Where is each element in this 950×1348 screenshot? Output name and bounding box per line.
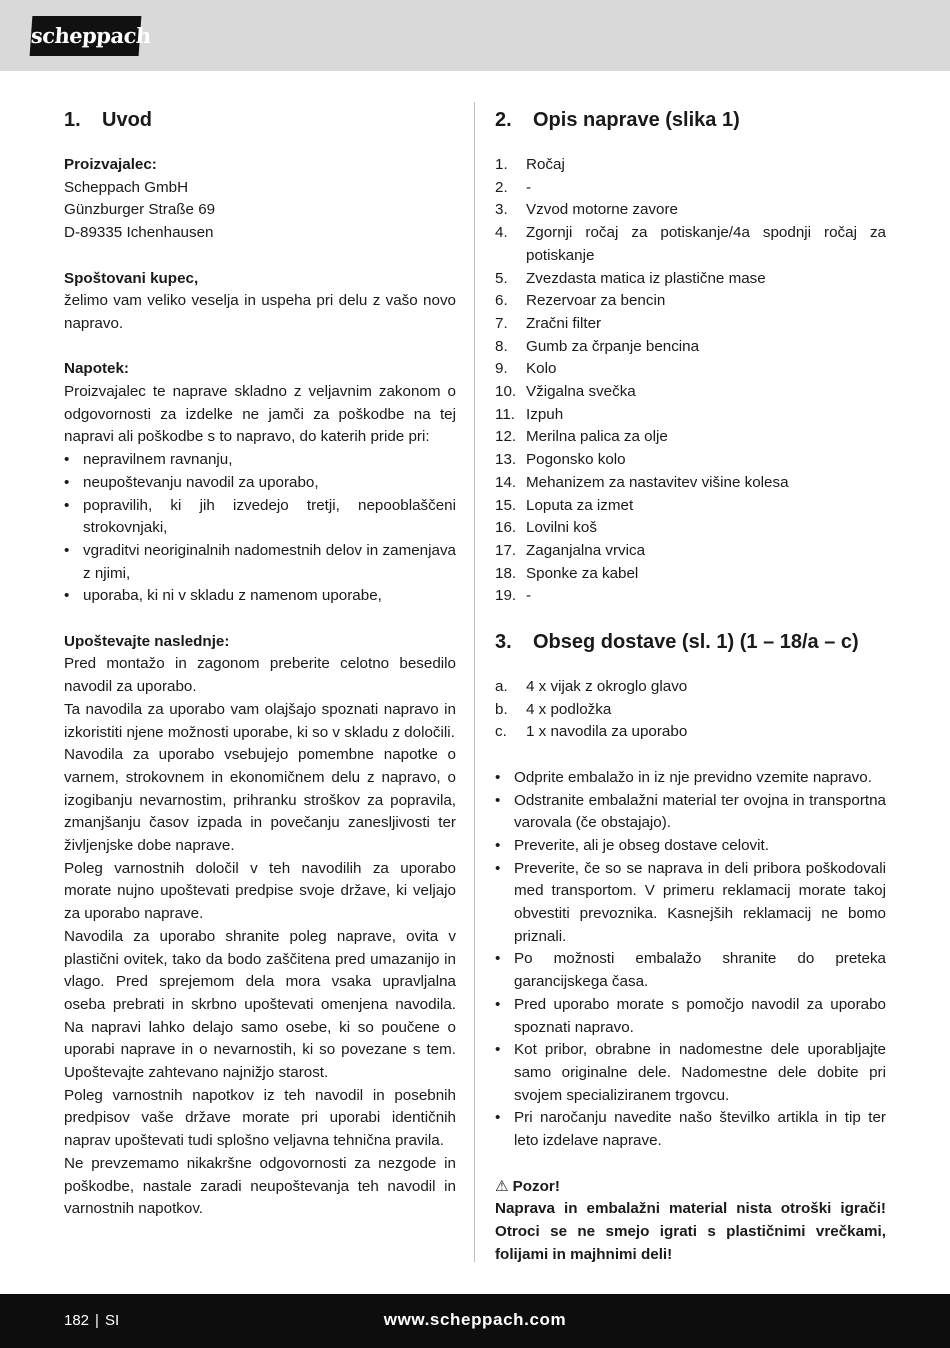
observe-paragraph: Ta navodila za uporabo vam olajšajo spoznati napravo in izkoristiti njene možnosti uporabe, ki so v skladu z določili.	[64, 700, 456, 741]
section-3-heading: 3. Obseg dostave (sl. 1) (1 – 18/a – c)	[495, 631, 859, 654]
manufacturer-line: Günzburger Straße 69	[64, 201, 216, 219]
observe-paragraph: Poleg varnostnih napotkov iz teh navodil in posebnih predpisov vaše države morate pri uporabi identičnih naprav upoštevati tudi splošno veljavna tehnična pravila.	[64, 1086, 456, 1150]
note-bullet-list	[64, 449, 456, 608]
list-item: • uporaba, ki ni v skladu z namenom uporabe,	[64, 585, 456, 608]
customer-text: želimo vam veliko veselja in uspeha pri delu z vašo novo napravo.	[64, 292, 456, 332]
unpacking-bullet-list	[495, 767, 886, 1153]
observe-label: Upoštevajte naslednje:	[64, 632, 230, 650]
list-item: 9. Kolo	[495, 360, 557, 378]
list-item: • Odprite embalažo in iz nje previdno vzemite napravo.	[495, 767, 886, 790]
note-text: Proizvajalec te naprave skladno z veljavnim zakonom o odgovornosti za izdelke ne jamči za poškodbe na tej napravi ali poškodbe s to napravo, do katerih pride pri:	[64, 383, 456, 446]
observe-paragraph: Ne prevzemamo nikakršne odgovornosti za nezgode in poškodbe, nastale zaradi neupoštevanja teh navodil in varnostnih napotkov.	[64, 1154, 456, 1218]
list-item: 3. Vzvod motorne zavore	[495, 201, 678, 219]
list-item: 2. -	[495, 178, 532, 196]
observe-paragraph: Navodila za uporabo shranite poleg naprave, ovita v plastični ovitek, tako da bodo zaščitena pred umazanijo in vlago. Pred sprejemom dela mora vsaka upravljalna oseba prebrati in skrbno upoštevati omenjena navodila. Na napravi lahko delajo samo osebe, ki so poučene o uporabi naprave in o nevarnostih, ki so povezane s tem. Upoštevajte zahtevano najnižjo starost.	[64, 927, 456, 1082]
list-item: 14. Mehanizem za nastavitev višine kolesa	[495, 473, 789, 491]
parts-list	[495, 154, 886, 608]
list-item: • Pri naročanju navedite našo številko artikla in tip ter leto izdelave naprave.	[495, 1107, 886, 1152]
footer	[0, 1294, 950, 1348]
list-item: 15. Loputa za izmet	[495, 496, 634, 514]
left-column	[64, 106, 456, 1221]
note-label: Napotek:	[64, 360, 129, 378]
list-item: 17. Zaganjalna vrvica	[495, 541, 646, 559]
list-item: 19. -	[495, 587, 532, 605]
list-item: 8. Gumb za črpanje bencina	[495, 337, 700, 355]
list-item: • Preverite, ali je obseg dostave celovit.	[495, 835, 886, 858]
manufacturer-line: D-89335 Ichenhausen	[64, 224, 214, 242]
list-item: 16. Lovilni koš	[495, 519, 597, 537]
list-item: b. 4 x podložka	[495, 700, 612, 718]
list-item: 6. Rezervoar za bencin	[495, 292, 666, 310]
website-link[interactable]: www.scheppach.com	[383, 1310, 567, 1329]
list-item: • Po možnosti embalažo shranite do preteka garancijskega časa.	[495, 948, 886, 993]
list-item: 5. Zvezdasta matica iz plastične mase	[495, 269, 766, 287]
list-item: • vgraditvi neoriginalnih nadomestnih delov in zamenjava z njimi,	[64, 540, 456, 585]
customer-label: Spoštovani kupec,	[64, 269, 199, 287]
list-item: 1. Ročaj	[495, 156, 565, 173]
list-item: 18. Sponke za kabel	[495, 564, 639, 582]
warning-icon: ⚠	[495, 1177, 509, 1195]
warning-heading: ⚠ Pozor!	[495, 1176, 886, 1199]
list-item: a. 4 x vijak z okroglo glavo	[495, 678, 688, 696]
column-divider	[474, 102, 475, 1262]
list-item: • Kot pribor, obrabne in nadomestne dele uporabljajte samo originalne dele. Nadomestne dele dobite pri svojem specializiranem trgovcu.	[495, 1039, 886, 1107]
header-band	[0, 0, 950, 71]
list-item: 7. Zračni filter	[495, 314, 602, 332]
list-item: 12. Merilna palica za olje	[495, 428, 668, 446]
list-item: • Preverite, če so se naprava in deli pribora poškodovali med transportom. V primeru reklamacij morate takoj obvestiti prevoznika. Kasnejših reklamacij ne bomo priznali.	[495, 858, 886, 949]
list-item: 10. Vžigalna svečka	[495, 383, 636, 401]
scheppach-logo: scheppach	[30, 16, 142, 56]
page-number: 182 | SI	[64, 1312, 120, 1329]
observe-paragraph: Navodila za uporabo vsebujejo pomembne napotke o varnem, strokovnem in ekonomičnem delu z napravo, o izogibanju nevarnostim, prihranku stroškov za popravila, zmanjšanju časov izpada in povečanju zanesljivosti ter življenjske dobe naprave.	[64, 746, 456, 855]
section-2-heading: 2. Opis naprave (slika 1)	[495, 109, 740, 131]
list-item: • Odstranite embalažni material ter ovojna in transportna varovala (če obstajajo).	[495, 790, 886, 835]
list-item: • neupoštevanju navodil za uporabo,	[64, 472, 456, 495]
list-item: • nepravilnem ravnanju,	[64, 449, 456, 472]
list-item: 11. Izpuh	[495, 405, 564, 423]
manufacturer-label: Proizvajalec:	[64, 156, 157, 173]
manufacturer-line: Scheppach GmbH	[64, 178, 189, 196]
section-1-heading: 1. Uvod	[64, 109, 152, 131]
observe-paragraph: Poleg varnostnih določil v teh navodilih za uporabo morate nujno upoštevati predpise svoje države, ki veljajo za uporabo naprave.	[64, 859, 456, 923]
warning-text: Naprava in embalažni material nista otroški igrači! Otroci se ne smejo igrati s plastičnimi vrečkami, folijami in majhnimi deli!	[495, 1200, 886, 1263]
delivery-list	[495, 676, 886, 744]
list-item: • Pred uporabo morate s pomočjo navodil za uporabo spoznati napravo.	[495, 994, 886, 1039]
list-item: 13. Pogonsko kolo	[495, 451, 626, 469]
list-item: 4. Zgornji ročaj za potiskanje/4a spodnji ročaj za potiskanje	[495, 224, 886, 264]
list-item: c. 1 x navodila za uporabo	[495, 723, 688, 741]
observe-paragraph: Pred montažo in zagonom preberite celotno besedilo navodil za uporabo.	[64, 655, 456, 696]
right-column	[495, 106, 886, 1266]
list-item: • popravilih, ki jih izvedejo tretji, nepooblaščeni strokovnjaki,	[64, 495, 456, 540]
